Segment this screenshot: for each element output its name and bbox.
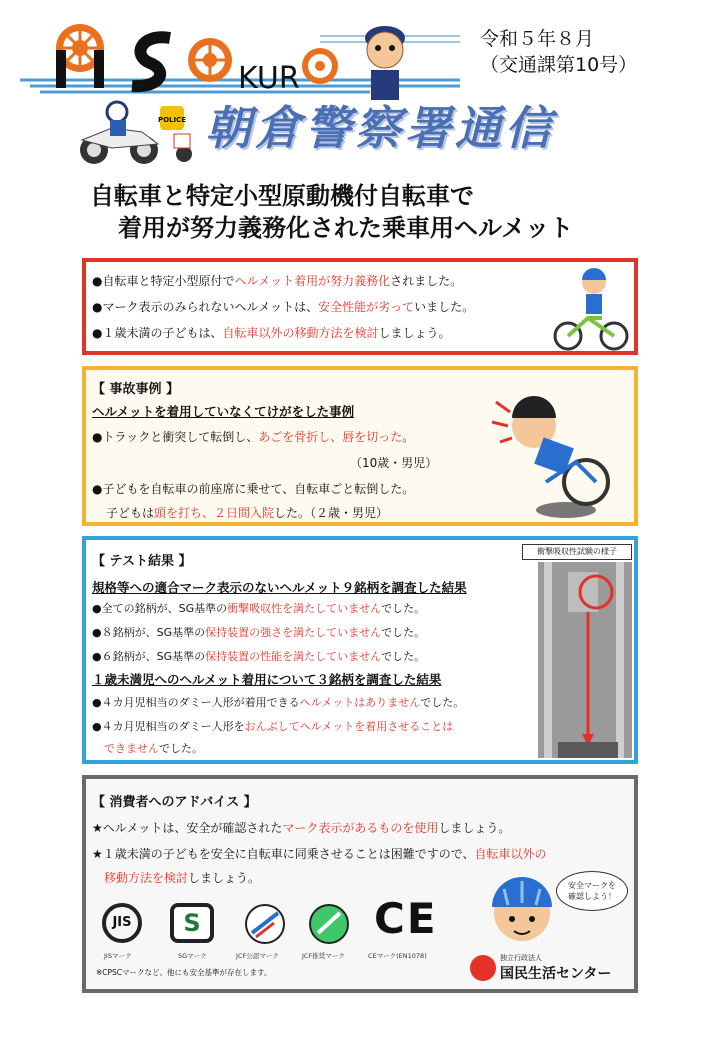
mark-label: CEマーク(EN1078) — [368, 952, 427, 960]
asakura-logo — [20, 8, 460, 108]
advice-heading: 【 消費者へのアドバイス 】 — [92, 795, 257, 810]
jis-mark-icon: JIS — [102, 903, 142, 943]
text: ●８銘柄が、SG基準の — [92, 626, 206, 639]
summary-box — [82, 258, 638, 355]
accident-case-1-note: （10歳・男児） — [350, 456, 438, 470]
highlight: ヘルメット着用が努力義務化 — [234, 274, 391, 288]
highlight: ヘルメットはありません — [299, 696, 421, 709]
text: いました。 — [414, 300, 475, 314]
text: した。（２歳・男児） — [274, 506, 389, 520]
highlight: 保持装置の強さを満たしていません — [205, 626, 382, 639]
test-result-item — [92, 624, 425, 642]
issue-date: 令和５年８月 — [480, 28, 595, 50]
highlight: あごを骨折し、唇を切った — [258, 430, 403, 444]
accident-heading: 【 事故事例 】 — [92, 382, 180, 397]
sg-mark-icon: S — [170, 903, 214, 943]
advice-line-cont — [104, 869, 260, 887]
highlight: できません — [104, 742, 159, 755]
advice-line — [92, 845, 547, 863]
test-result-item — [92, 718, 453, 736]
highlight: 頭を打ち、２日間入院 — [154, 506, 275, 520]
text: されました。 — [390, 274, 463, 288]
org-logo-icon — [470, 955, 496, 981]
test-result-item — [92, 694, 464, 712]
photo-caption: 衝撃吸収性試験の様子 — [522, 544, 632, 560]
text: でした。 — [420, 696, 465, 709]
accident-subheading: ヘルメットを着用していなくてけがをした事例 — [92, 404, 355, 419]
newsletter-title: 朝倉警察署通信 — [205, 101, 555, 155]
advice-line — [92, 819, 510, 837]
test-heading: 【 テスト結果 】 — [92, 554, 192, 569]
test-result-item-cont — [104, 740, 203, 758]
headline-line1: 自転車と特定小型原動機付自転車で — [90, 182, 474, 210]
accident-case-2-detail — [106, 504, 388, 522]
test-result-item — [92, 648, 425, 666]
bubble-line: 安全マークを — [568, 881, 616, 890]
mark-label: JCF推奨マーク — [302, 952, 345, 960]
accident-case-2: ●子どもを自転車の前座席に乗せて、自転車ごと転倒した。 — [92, 482, 415, 496]
text: ●マーク表示のみられないヘルメットは、 — [92, 300, 319, 314]
child-cyclist-illustration — [552, 266, 632, 352]
test-result-item — [92, 600, 425, 618]
speech-bubble — [556, 871, 628, 911]
highlight: 保持装置の性能を満たしていません — [205, 650, 382, 663]
jcf-recommended-mark-icon — [308, 903, 350, 945]
highlight: おんぶしてヘルメットを着用させることは — [244, 720, 454, 733]
text: でした。 — [159, 742, 203, 755]
headline-line2: 着用が努力義務化された乗車用ヘルメット — [118, 214, 574, 242]
headline — [90, 180, 573, 244]
text: ★ヘルメットは、安全が確認された — [92, 821, 283, 835]
falling-cyclist-illustration — [486, 382, 626, 522]
accident-cases-box — [82, 366, 638, 526]
text: しましょう。 — [438, 821, 511, 835]
helmet-boy-illustration — [482, 863, 562, 953]
summary-item — [92, 272, 462, 290]
marks-footnote: ※CPSCマークなど、他にも安全基準が存在します。 — [96, 968, 272, 977]
highlight: 自転車以外の移動方法を検討 — [222, 326, 379, 340]
text: 。 — [402, 430, 415, 444]
mark-label: JCF公認マーク — [236, 952, 279, 960]
ce-mark-icon: CE — [374, 894, 438, 943]
text: ●４カ月児相当のダミー人形を — [92, 720, 245, 733]
summary-item — [92, 298, 474, 316]
text: でした。 — [381, 650, 426, 663]
text: ●４カ月児相当のダミー人形が着用できる — [92, 696, 300, 709]
highlight: 自転車以外の — [474, 847, 547, 861]
issue-date-block — [480, 26, 637, 78]
summary-item — [92, 324, 451, 342]
highlight: 衝撃吸収性を満たしていません — [227, 602, 382, 615]
text: しましょう。 — [188, 871, 261, 885]
text: ●１歳未満の子どもは、 — [92, 326, 223, 340]
mark-label: SGマーク — [178, 952, 207, 960]
police-badge-text: POLICE — [157, 116, 187, 124]
org-subtitle: 独立行政法人 — [500, 954, 542, 962]
org-name: 国民生活センター — [500, 966, 612, 982]
test-results-box — [82, 536, 638, 764]
jcf-certified-mark-icon — [244, 903, 286, 945]
logo-text: KUR — [238, 61, 300, 96]
text: ●自転車と特定小型原付で — [92, 274, 235, 288]
test-subheading-1: 規格等への適合マーク表示のないヘルメット９銘柄を調査した結果 — [92, 580, 467, 595]
text: でした。 — [381, 626, 426, 639]
bubble-line: 確認しよう！ — [568, 892, 616, 901]
highlight: 移動方法を検討 — [104, 871, 189, 885]
text: ●６銘柄が、SG基準の — [92, 650, 206, 663]
consumer-advice-box — [82, 775, 638, 993]
text: ●全ての銘柄が、SG基準の — [92, 602, 228, 615]
highlight: 安全性能が劣って — [318, 300, 415, 314]
accident-case-1 — [92, 428, 414, 446]
issue-number: （交通課第10号） — [480, 54, 638, 76]
text: しましょう。 — [378, 326, 451, 340]
police-motorcycle-illustration — [72, 98, 202, 166]
text: 子どもは — [106, 506, 155, 520]
text: ●トラックと衝突して転倒し、 — [92, 430, 259, 444]
text: ★１歳未満の子どもを安全に自転車に同乗させることは困難ですので、 — [92, 847, 475, 861]
text: でした。 — [381, 602, 426, 615]
test-subheading-2: １歳未満児へのヘルメット着用について３銘柄を調査した結果 — [92, 672, 442, 687]
impact-test-photo — [538, 562, 632, 758]
mark-label: JISマーク — [104, 952, 132, 960]
highlight: マーク表示があるものを使用 — [282, 821, 439, 835]
